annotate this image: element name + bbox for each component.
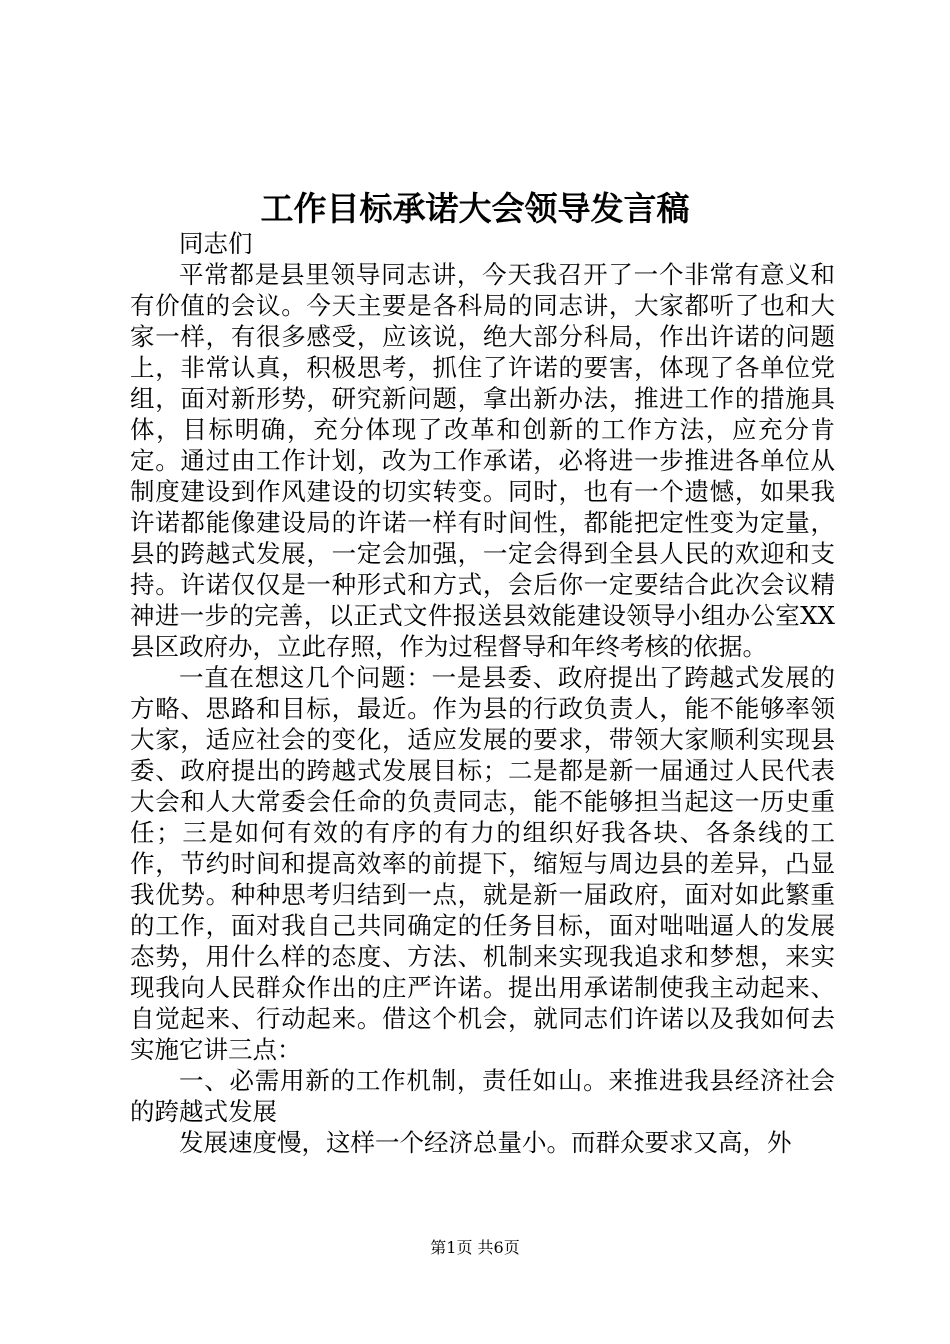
paragraph: 一直在想这几个问题：一是县委、政府提出了跨越式发展的方略、思路和目标，最近。作为县的行政负责人，能不能够率领大家，适应社会的变化，适应发展的要求，带领大家顺利实现县委、政府提出的跨越式发展目标；二是都是新一届通过人民代表大会和人大常委会任命的负责同志，能不能够担当起这一历史重任；三是如何有效的有序的有力的组织好我各块、各条线的工作，节约时间和提高效率的前提下，缩短与周边县的差异，凸显我优势。种种思考归结到一点，就是新一届政府，面对如此繁重的工作，面对我自己共同确定的任务目标，面对咄咄逼人的发展态势，用什么样的态度、方法、机制来实现我追求和梦想，来实现我向人民群众作出的庄严许诺。提出用承诺制使我主动起来、自觉起来、行动起来。借这个机会，就同志们许诺以及我如何去实施它讲三点： xyxy=(130,663,835,1064)
paragraph-heading: 一、必需用新的工作机制，责任如山。来推进我县经济社会的跨越式发展 xyxy=(130,1066,835,1126)
page-number-footer: 第1页 共6页 xyxy=(430,1238,520,1257)
document-body xyxy=(130,228,835,1158)
document-title: 工作目标承诺大会领导发言稿 xyxy=(260,189,690,228)
paragraph-salutation: 同志们 xyxy=(179,229,253,258)
paragraph: 发展速度慢，这样一个经济总量小。而群众要求又高，外 xyxy=(179,1128,792,1157)
paragraph: 平常都是县里领导同志讲，今天我召开了一个非常有意义和有价值的会议。今天主要是各科局的同志讲，大家都听了也和大家一样，有很多感受，应该说，绝大部分科局，作出许诺的问题上，非常认真，积极思考，抓住了许诺的要害，体现了各单位党组，面对新形势，研究新问题，拿出新办法，推进工作的措施具体，目标明确，充分体现了改革和创新的工作方法，应充分肯定。通过由工作计划，改为工作承诺，必将进一步推进各单位从制度建设到作风建设的切实转变。同时，也有一个遗憾，如果我许诺都能像建设局的许诺一样有时间性，都能把定性变为定量，县的跨越式发展，一定会加强，一定会得到全县人民的欢迎和支持。许诺仅仅是一种形式和方式，会后你一定要结合此次会议精神进一步的完善，以正式文件报送县效能建设领导小组办公室XX县区政府办，立此存照，作为过程督导和年终考核的依据。 xyxy=(130,260,835,661)
